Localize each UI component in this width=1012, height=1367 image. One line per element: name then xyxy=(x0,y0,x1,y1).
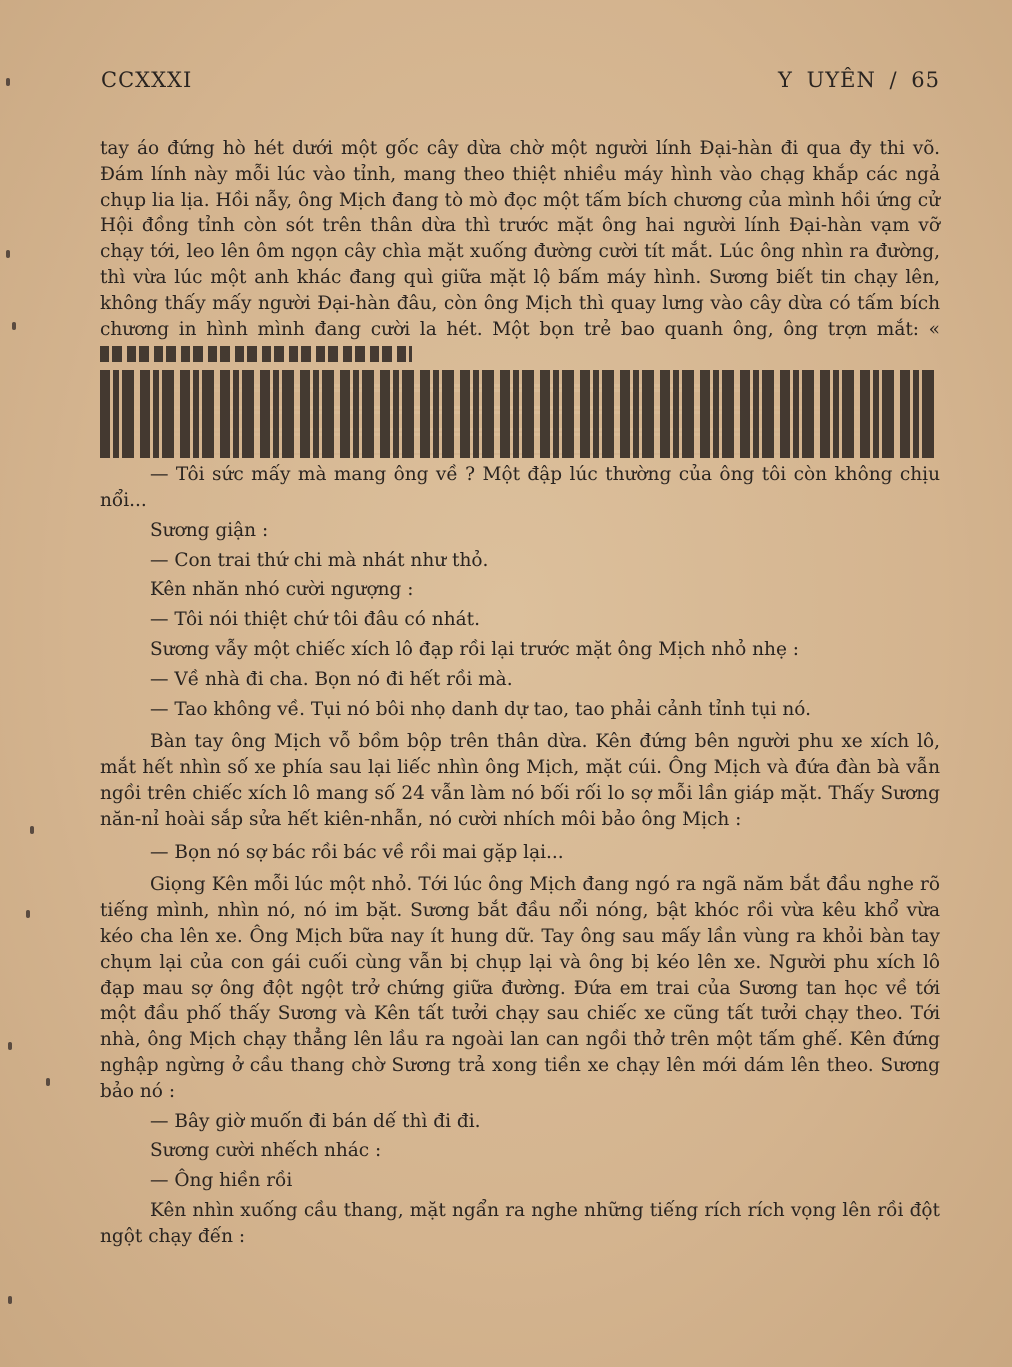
dialogue-line: Sương cười nhếch nhác : xyxy=(150,1140,382,1162)
page-body xyxy=(100,136,940,1249)
paragraph xyxy=(100,136,940,368)
dialogue-line: — Về nhà đi cha. Bọn nó đi hết rồi mà. xyxy=(150,668,513,690)
dialogue-line: — Bây giờ muốn đi bán dế thì đi đi. xyxy=(150,1110,481,1132)
margin-mark xyxy=(12,322,16,330)
paragraph-text: tay áo đứng hò hét dưới một gốc cây dừa chờ một người lính Đại-hàn đi qua đy thi võ. Đám lính này mỗi lúc vào tỉnh, mang theo thiệt nhiều máy hình vào chạg khắp các ngả chụp lia lịa. Hồi nẫy, ông Mịch đang tò mò đọc một tấm bích chương của mình hồi ứng cử Hội đồng tỉnh còn sót trên thân dừa thì trước mặt ông hai người lính Đại-hàn vạm vỡ chạy tới, leo lên ôm ngọn cây chìa mặt xuống đường cười tít mắt. Lúc ông nhìn ra đường, thì vừa lúc một anh khác đang quì giữa mặt lộ bấm máy hình. Sương biết tin chạy lên, không thấy mấy người Đại-hàn đâu, còn ông Mịch thì quay lưng vào cây dừa có tấm bích chương in hình mình đang cười la hét. Một bọn trẻ bao quanh ông, ông trợn mắt: « xyxy=(100,138,940,340)
paragraph: Bàn tay ông Mịch vỗ bồm bộp trên thân dừa. Kên đứng bên người phu xe xích lô, mắt hết nhìn số xe phía sau lại liếc nhìn ông Mịch, mặt cúi. Ông Mịch và đứa đàn bà vẫn ngồi trên chiếc xích lô mang số 24 vẫn làm nó bối rối lo sợ mỗi lần giáp mặt. Thấy Sương năn-nỉ hoài sắp sửa hết kiên-nhẫn, nó cười nhích môi bảo ông Mịch : xyxy=(100,731,940,830)
dialogue-line: — Bọn nó sợ bác rồi bác về rồi mai gặp lại... xyxy=(150,841,564,863)
dialogue-line: — Tao không về. Tụi nó bôi nhọ danh dự tao, tao phải cảnh tỉnh tụi nó. xyxy=(150,698,812,720)
margin-mark xyxy=(30,826,34,834)
margin-mark xyxy=(6,78,10,86)
dialogue-line: — Con trai thứ chi mà nhát như thỏ. xyxy=(150,549,489,571)
dialogue-line: — Ông hiền rồi xyxy=(150,1170,293,1192)
illegible-print-block xyxy=(100,370,940,458)
margin-mark xyxy=(6,250,10,258)
running-title: Y UYÊN / 65 xyxy=(778,68,940,92)
dialogue-line: Sương vẫy một chiếc xích lô đạp rồi lại trước mặt ông Mịch nhỏ nhẹ : xyxy=(150,638,800,660)
dialogue-line: Sương giận : xyxy=(150,519,269,541)
margin-mark xyxy=(8,1296,12,1304)
illegible-print-inline xyxy=(100,346,412,362)
margin-mark xyxy=(8,1042,12,1050)
chapter-number: CCXXXI xyxy=(101,68,193,92)
margin-mark xyxy=(26,910,30,918)
paragraph: Giọng Kên mỗi lúc một nhỏ. Tới lúc ông Mịch đang ngó ra ngã năm bắt đầu nghe rõ tiếng mình, nhìn nó, nó im bặt. Sương bắt đầu nổi nóng, bật khóc rồi vừa kêu khổ vừa kéo cha lên xe. Ông Mịch bữa nay ít hung dữ. Tay ông sau mấy lần vùng ra khỏi bàn tay chụm lại của con gái cuối cùng vẫn bị chụp lại và ông bị kéo lên xe. Người phu xích lô đạp mau sợ ông đột ngột trở chứng giữa đường. Đứa em trai của Sương tan học về tới một đầu phố thấy Sương và Kên tất tưởi chạy sau chiếc xe cũng tất tưởi chạy theo. Tới nhà, ông Mịch chạy thẳng lên lầu ra ngoài lan can ngồi thở trên một tấm ghế. Kên đứng nghập ngừng ở cầu thang chờ Sương trả xong tiền xe chạy lên mới dám lên theo. Sương bảo nó : xyxy=(100,874,940,1102)
paragraph: Kên nhìn xuống cầu thang, mặt ngẩn ra nghe những tiếng rích rích vọng lên rồi đột ngột chạy đến : xyxy=(100,1199,940,1247)
dialogue-line: — Tôi sức mấy mà mang ông về ? Một đập lúc thường của ông tôi còn không chịu nổi... xyxy=(100,464,940,511)
margin-mark xyxy=(46,1078,50,1086)
dialogue-line: — Tôi nói thiệt chứ tôi đâu có nhát. xyxy=(150,609,480,631)
dialogue-line: Kên nhăn nhó cười ngượng : xyxy=(150,579,414,601)
